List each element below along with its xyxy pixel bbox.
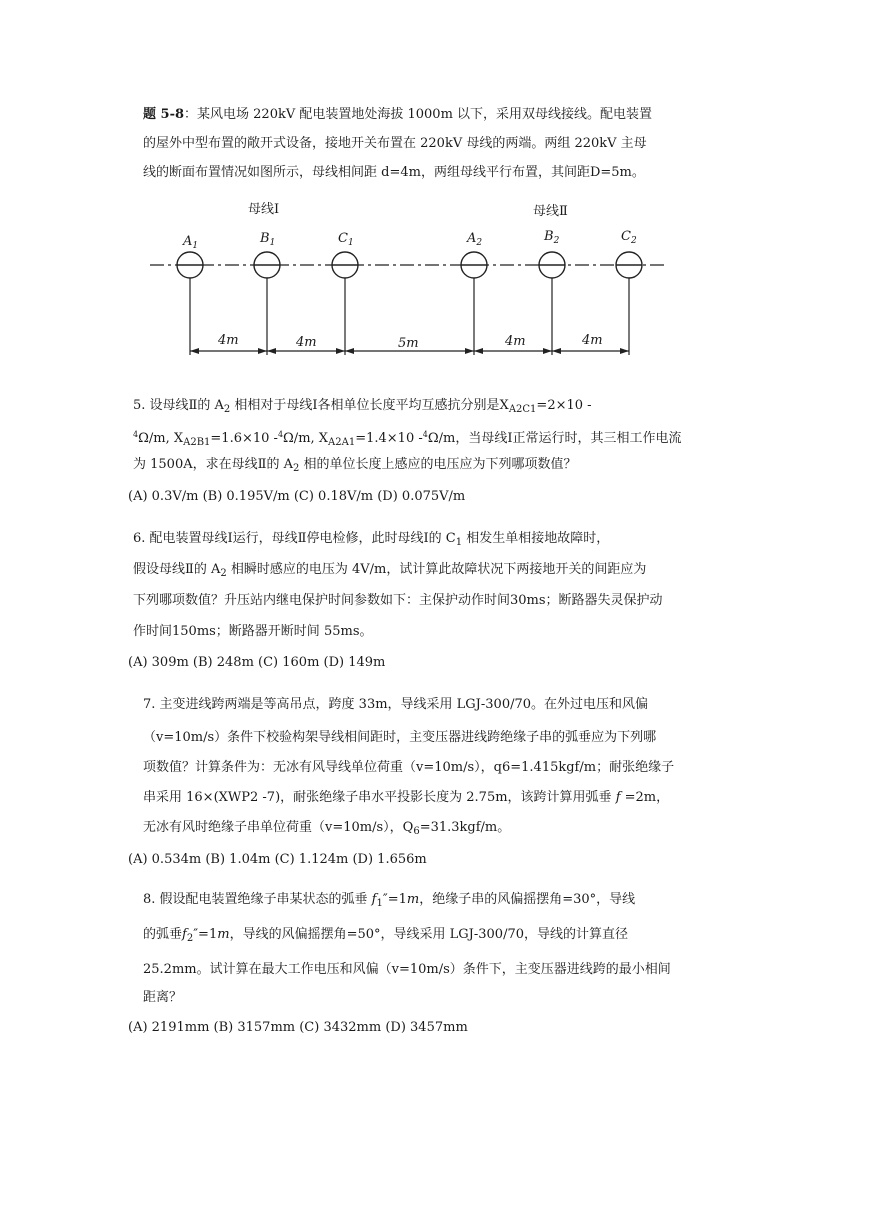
dimension-label-1: 4m: [218, 333, 239, 348]
svg-text:B2: [543, 229, 560, 246]
q8-line-2: 的弧垂$f_2''=1m$，导线的风偏摇摆角=50°，导线采用 LGJ-300/70，导线的计算直径: [143, 927, 628, 944]
dimension-label-3: 5m: [398, 336, 419, 351]
bus1-label: 母线Ⅰ: [248, 202, 280, 217]
dimension-label-4: 4m: [505, 334, 526, 349]
phase-letter: C: [338, 231, 348, 246]
phase-sub: 1: [192, 241, 199, 251]
svg-text:A2: [466, 231, 482, 248]
phase-c2-conductor: [616, 229, 642, 355]
phase-letter: C: [621, 229, 631, 244]
phase-letter: B: [544, 229, 554, 244]
bus2-label: 母线Ⅱ: [533, 204, 568, 219]
phase-sub: 2: [553, 236, 560, 246]
q7-line-4: 串采用 16×(XWP2 -7)，耐张绝缘子串水平投影长度为 2.75m，该跨计算用弧垂 f =2m，: [143, 790, 670, 805]
q8-options: (A) 2191mm (B) 3157mm (C) 3432mm (D) 3457mm: [128, 1020, 468, 1035]
q8-line-4: 距离？: [143, 990, 183, 1005]
q6-options: (A) 309m (B) 248m (C) 160m (D) 149m: [128, 655, 386, 670]
intro-line-2: 的屋外中型布置的敞开式设备，接地开关布置在 220kV 母线的两端。两组 220kV 主母: [143, 136, 647, 151]
q7-line-2: （v=10m/s）条件下校验构架导线相间距时，主变压器进线跨绝缘子串的弧垂应为下列哪: [143, 730, 657, 745]
phase-sub: 1: [269, 238, 276, 248]
phase-a1-conductor: [177, 234, 203, 355]
q5-line-1: 5. 设母线Ⅱ的 $A_2$ 相相对于母线Ⅰ各相单位长度平均互感抗分别是$X_{A2C1}=2\times 10$ -: [133, 398, 592, 415]
phase-b2-conductor: [539, 229, 565, 355]
phase-a2-conductor: [461, 231, 487, 355]
svg-text:C1: [338, 231, 354, 248]
q6-line-2: 假设母线Ⅱ的 $A_2$ 相瞬时感应的电压为 4V/m，试计算此故障状况下两接地开关的间距应为: [133, 562, 647, 579]
phase-sub: 2: [630, 236, 637, 246]
phase-letter: A: [467, 231, 477, 246]
q5-options: (A) 0.3V/m (B) 0.195V/m (C) 0.18V/m (D) 0.075V/m: [128, 489, 466, 504]
q6-line-4: 作时间150ms；断路器开断时间 55ms。: [133, 624, 373, 639]
svg-text:B1: [259, 231, 275, 248]
q8-line-1: 8. 假设配电装置绝缘子串某状态的弧垂 $f_1''=1m$，绝缘子串的风偏摇摆角=30°，导线: [143, 892, 636, 909]
q6-line-3: 下列哪项数值？升压站内继电保护时间参数如下：主保护动作时间30ms；断路器失灵保护动: [133, 593, 663, 608]
phase-sub: 2: [476, 238, 483, 248]
q7-line-3: 项数值？计算条件为：无冰有风导线单位荷重（v=10m/s），q6=1.415kgf/m；耐张绝缘子: [143, 760, 675, 775]
phase-b1-conductor: [254, 231, 280, 355]
q7-line-1: 7. 主变进线跨两端是等高吊点，跨度 33m，导线采用 LGJ-300/70。在外过电压和风偏: [143, 697, 649, 712]
phase-c1-conductor: [332, 231, 358, 355]
phase-letter: B: [260, 231, 270, 246]
problem-label: 题 5-8: [143, 107, 185, 122]
q8-line-3: 25.2mm。试计算在最大工作电压和风偏（v=10m/s）条件下，主变压器进线跨的最小相间: [143, 962, 671, 977]
phase-sub: 1: [347, 238, 354, 248]
svg-text:A1: [182, 234, 198, 251]
intro-line-1: 题 5-8：某风电场 220kV 配电装置地处海拔 1000m 以下，采用双母线接线。配电装置: [143, 107, 653, 122]
busbar-diagram: [0, 196, 869, 356]
q5-line-3: 为 1500A，求在母线Ⅱ的 $A_2$ 相的单位长度上感应的电压应为下列哪项数值？: [133, 457, 577, 474]
dimension-label-2: 4m: [296, 335, 317, 350]
q7-options: (A) 0.534m (B) 1.04m (C) 1.124m (D) 1.656m: [128, 852, 427, 867]
intro-line-3: 线的断面布置情况如图所示，母线相间距 d=4m，两组母线平行布置，其间距D=5m。: [143, 165, 645, 180]
dimension-label-5: 4m: [582, 333, 603, 348]
q6-line-1: 6. 配电装置母线Ⅰ运行，母线Ⅱ停电检修，此时母线Ⅰ的 $C_1$ 相发生单相接地故障时，: [133, 531, 610, 548]
q5-line-2: $^4$Ω/m, $X_{A2B1}=1.6\times 10$ -$^4$Ω/m, $X_{A2A1}=1.4\times 10$ -$^4$Ω/m，当母线Ⅰ正常运行时，其三相工作电流: [133, 430, 682, 448]
q7-line-5: 无冰有风时绝缘子串单位荷重（v=10m/s），$Q_6=31.3kgf/m$。: [143, 820, 511, 837]
phase-letter: A: [183, 234, 193, 249]
svg-text:C2: [621, 229, 637, 246]
